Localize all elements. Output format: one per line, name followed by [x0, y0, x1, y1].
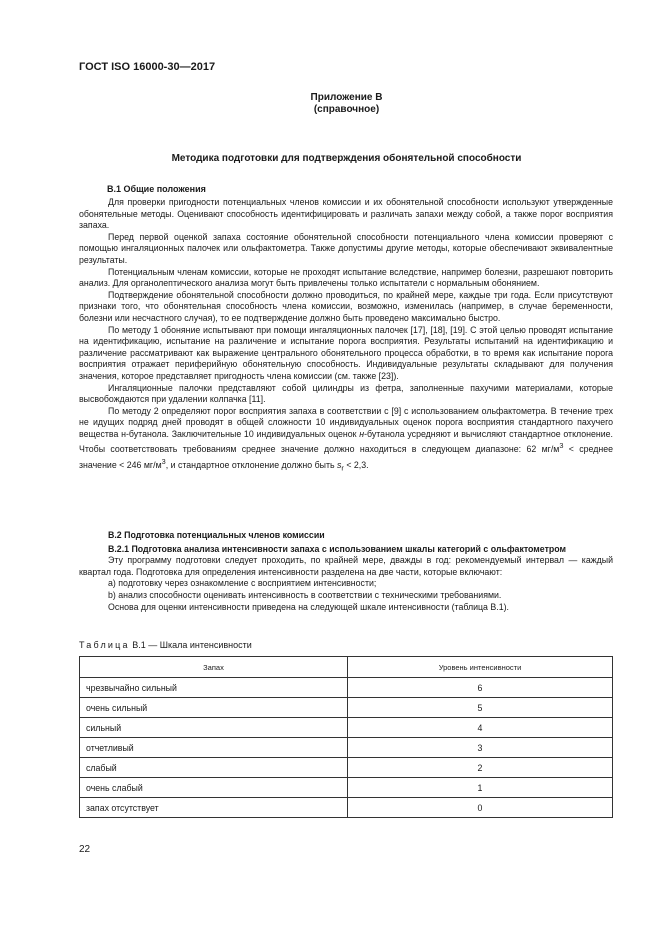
paragraph: По методу 1 обоняние испытывают при помощи ингаляционных палочек [17], [18], [19]. С этой целью проводят испытание на идентификацию, испытание на различение и испытание порога восприятия. Результаты испытаний на идентификацию и различение рассматривают как выражение центрального обонятельного процесса обработки, в то время как испытание порога восприятия отражает периферийную обонятельную способность. Индивидуальные результаты складывают для получения значения, которое представляет пригодность члена комиссии (см. также [23]).: [79, 324, 613, 381]
text: В.1 — Шкала интенсивности: [129, 640, 252, 650]
odor-cell: сильный: [80, 718, 348, 738]
level-cell: 2: [348, 758, 613, 778]
level-cell: 0: [348, 798, 613, 818]
text: s: [337, 459, 342, 470]
intensity-table: [79, 656, 613, 818]
paragraph: Для проверки пригодности потенциальных членов комиссии и их обонятельной способности используют утвержденные обонятельные методы. Оценивают способность идентифицировать и различать запахи между собой, а также порог восприятия запаха.: [79, 197, 613, 231]
column-header: Уровень интенсивности: [348, 657, 613, 678]
text: , и стандартное отклонение должно быть: [165, 459, 338, 470]
odor-cell: слабый: [80, 758, 348, 778]
annex-subtitle: (справочное): [313, 104, 380, 115]
level-cell: 6: [348, 678, 613, 698]
odor-cell: очень слабый: [80, 778, 348, 798]
section-1-body: [79, 197, 613, 474]
text: н: [359, 428, 365, 439]
paragraph: Ингаляционные палочки представляют собой цилиндры из фетра, заполненные пахучими материалами, которые высвобождаются при удалении колпачка [11].: [79, 382, 613, 405]
text: По методу 2 определяют порог восприятия запаха в соответствии с [9] с использованием ольфактометра. В течение трех не идущих подряд дней проводят в общей сложности 10 индивидуальных оценок порога восприятия стандартного пахучего вещества н-бутанола. Заключительные 10 индивидуальных оценок: [79, 405, 613, 439]
table-row: [80, 718, 613, 738]
list-item: a) подготовку через ознакомление с восприятием интенсивности;: [108, 578, 377, 589]
text: r: [341, 463, 344, 473]
table-row: [80, 798, 613, 818]
table-row: [80, 778, 613, 798]
level-cell: 4: [348, 718, 613, 738]
text: < среднее значение < 246 мг/м: [79, 444, 613, 470]
table-row: [80, 738, 613, 758]
annex-title: Приложение В: [310, 92, 383, 103]
table-header-row: [80, 657, 613, 678]
odor-cell: очень сильный: [80, 698, 348, 718]
section-2-1-heading: В.2.1 Подготовка анализа интенсивности запаха с использованием шкалы категорий с ольфактометром: [108, 543, 567, 554]
level-cell: 3: [348, 738, 613, 758]
column-header: Запах: [80, 657, 348, 678]
page-number: 22: [79, 844, 91, 855]
paragraph: Подтверждение обонятельной способности должно проводиться, по крайней мере, каждые три года. Если присутствуют признаки того, что обонятельная способность члена комиссии, возможно, изменилась (например, в случае беременности, болезни или несчастного случая), то ее подтверждение должно быть проведено максимально быстро.: [79, 289, 613, 323]
section-1-heading: В.1 Общие положения: [107, 184, 206, 194]
odor-cell: чрезвычайно сильный: [80, 678, 348, 698]
text: < 2,3.: [343, 459, 369, 470]
table-row: [80, 758, 613, 778]
text: -бутанола усредняют и вычисляют стандартное отклонение. Чтобы соответствовать требованиям среднее значение должно находиться в следующем диапазоне: 62 мг/м: [79, 428, 613, 455]
table-row: [80, 678, 613, 698]
paragraph: Эту программу подготовки следует проходить, по крайней мере, дважды в год: рекомендуемый интервал — каждый квартал года. Подготовка для определения интенсивности разделена на две части, которые включают:: [79, 555, 613, 577]
level-cell: 1: [348, 778, 613, 798]
document-title: Методика подготовки для подтверждения обонятельной способности: [171, 153, 522, 164]
section-2-body: [79, 530, 613, 613]
paragraph: Основа для оценки интенсивности приведена на следующей шкале интенсивности (таблица В.1).: [108, 601, 509, 612]
paragraph: Перед первой оценкой запаха состояние обонятельной способности потенциального члена комиссии проверяют с помощью ингаляционных палочек или ольфактометра. Также допустимы другие методы, которые обеспечивают эквивалентные результаты.: [79, 231, 613, 265]
odor-cell: отчетливый: [80, 738, 348, 758]
text: 3: [559, 441, 564, 451]
standard-header: ГОСТ ISO 16000-30—2017: [79, 61, 216, 73]
level-cell: 5: [348, 698, 613, 718]
section-2-heading: В.2 Подготовка потенциальных членов комиссии: [108, 530, 325, 540]
text: 3: [161, 456, 166, 466]
text: Таблица: [79, 640, 130, 650]
table-caption: [79, 640, 252, 650]
paragraph: Потенциальным членам комиссии, которые не проходят испытание вследствие, например болезни, разрешают повторить анализ. Для органолептического анализа могут быть привлечены только испытатели с нормальным обонянием.: [79, 266, 613, 289]
paragraph-method-2: [79, 406, 613, 475]
list-item: b) анализ способности оценивать интенсивность в соответствии с техническими требованиями.: [108, 589, 502, 600]
table-row: [80, 698, 613, 718]
odor-cell: запах отсутствует: [80, 798, 348, 818]
